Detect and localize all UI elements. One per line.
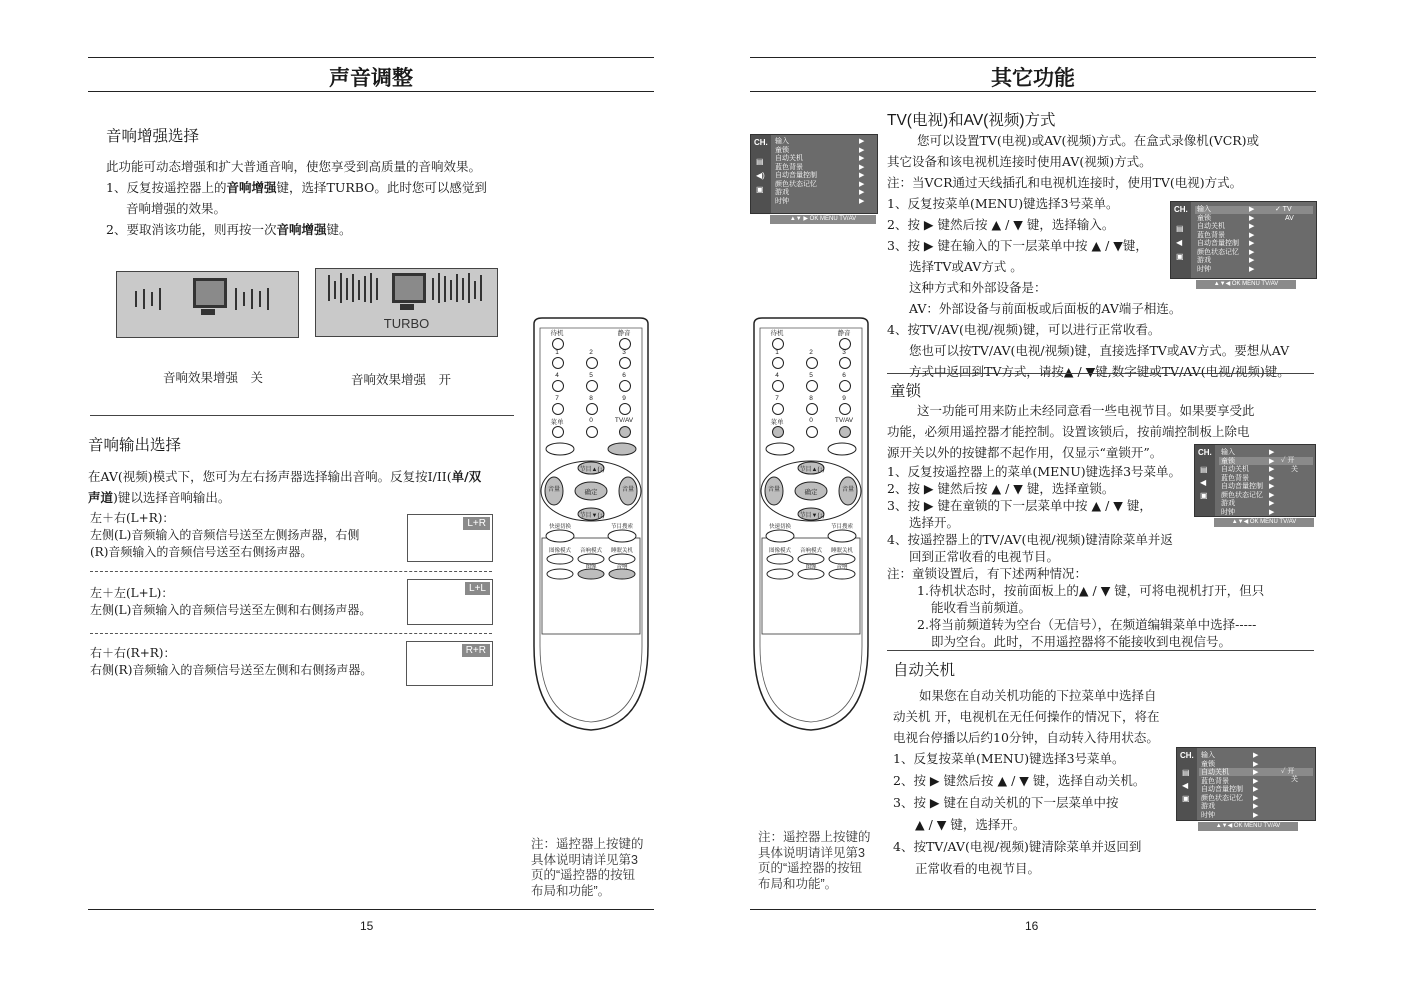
output-box-ll: L+L (407, 579, 493, 625)
sound-panel-off (116, 271, 299, 338)
lock-body: 这一功能可用来防止未经同意看一些电视节目。如果要享受此 功能，必须用遥控器才能控制。设置该锁后，按前端控制板上除电 源开关以外的按键都不起作用，仅显示“童锁开”。 1、反复按遥控器上的菜单(MENU)键选择3号菜单。 2、按 ▶ 键然后按 ▲ / ▼ 键，选择童锁。 3、按 ▶ 键在童锁的下一层菜单中按 ▲ / ▼ 键， 选择开。 4、按遥控器上的TV/AV(电视/视频)键清除菜单并返 回到正常收看的电视节目。 注：童锁设置后，有下述两种情况： 1.待机状态时，按前面板上的▲ / ▼ 键，可将电视机打开，但只 能收看当前频道。 2.将当前频道转为空台（无信号），在频道编辑菜单中选择----- 即为空台。此时，不用遥控器将不能接收到电视信号。 (887, 403, 1265, 649)
option-rr: 右＋右(R+R)： 右侧(R)音频输入的音频信号送至左侧和右侧扬声器。 (90, 646, 373, 677)
page-number-left: 15 (360, 919, 374, 933)
page-title-left: 声音调整 (329, 65, 413, 90)
menu-panel-1: CH. ▤ ◀) ▣ 输入 童锁 自动关机 蓝色背景 自动音量控制 颜色状态记忆 游戏 时钟 ▶ ▶ ▶ ▶ ▶ ▶ ▶ ▶ (750, 134, 878, 214)
menu-footer-lock: ▲▼◀ OK MENU TV/AV (1214, 518, 1314, 527)
menu-footer-1: ▲▼ ▶ OK MENU TV/AV (770, 215, 876, 224)
sound-output-intro: 在AV(视频)模式下，您可为左右扬声器选择输出音响。反复按I/II(单/双 声道)键以选择音响输出。 (88, 469, 482, 505)
page-number-right: 16 (1025, 919, 1039, 933)
heading-lock: 童锁 (890, 383, 922, 400)
menu-footer-tvav: ▲▼◀ OK MENU TV/AV (1196, 280, 1296, 289)
sound-panel-turbo (315, 268, 498, 337)
menu-panel-autooff: CH. ▤ ◀ ▣ 输入 童锁 自动关机 蓝色背景 自动音量控制 颜色状态记忆 游戏 时钟 ▶ ▶ ▶ ▶ ▶ ▶ ▶ ▶ ✓ 开 关 (1176, 747, 1316, 821)
note-left: 注：遥控器上按键的 具体说明请详见第3 页的“遥控器的按钮 布局和功能”。 (531, 837, 644, 898)
heading-tvav: TV(电视)和AV(视频)方式 (887, 112, 1056, 129)
option-ll: 左＋左(L+L)： 左侧(L)音频输入的音频信号送至左侧和右侧扬声器。 (90, 586, 372, 617)
heading-sound-output: 音响输出选择 (88, 437, 182, 454)
remote-control-right: 待机 静音 1 2 3 4 5 6 7 8 9 菜单 0 TV/AV 节目▲(↕) 确定 节目▼(↕) 音量 音量 快速切换 节目搜索 图像模式 音响模式 睡眠关机 图像 音响 (748, 316, 874, 733)
caption-off: 音响效果增强 关 (163, 371, 264, 385)
heading-autooff: 自动关机 (893, 662, 956, 679)
menu-panel-tvav: CH. ▤ ◀ ▣ 输入 童锁 自动关机 蓝色背景 自动音量控制 颜色状态记忆 游戏 时钟 ▶ ▶ ▶ ▶ ▶ ▶ ▶ ▶ ✓ TV AV (1170, 201, 1317, 279)
heading-sound-boost: 音响增强选择 (106, 128, 200, 145)
option-lr: 左＋右(L+R)： 左侧(L)音频输入的音频信号送至左侧扬声器，右侧 (R)音频输入的音频信号送至右侧扬声器。 (90, 511, 360, 559)
note-right: 注：遥控器上按键的 具体说明请详见第3 页的“遥控器的按钮 布局和功能”。 (758, 830, 871, 891)
turbo-label: TURBO (383, 316, 430, 331)
menu-panel-lock: CH. ▤ ◀ ▣ 输入 童锁 自动关机 蓝色背景 自动音量控制 颜色状态记忆 游戏 时钟 ▶ ▶ ▶ ▶ ▶ ▶ ▶ ▶ ✓ 开 关 (1194, 444, 1316, 517)
menu-footer-autooff: ▲▼◀ OK MENU TV/AV (1198, 822, 1298, 831)
output-box-lr: L+R (407, 514, 493, 562)
output-box-rr: R+R (406, 641, 493, 686)
autooff-body: 如果您在自动关机功能的下拉菜单中选择自 动关机 开，电视机在无任何操作的情况下，将在 电视台停播以后约10分钟，自动转入待用状态。 1、反复按菜单(MENU)键选择3号菜单。 2、按 ▶ 键然后按 ▲ / ▼ 键，选择自动关机。 3、按 ▶ 键在自动关机的下一层菜单中按 ▲ / ▼ 键，选择开。 4、按TV/AV(电视/视频)键清除菜单并返回到 正常收看的电视节目。 (893, 688, 1160, 876)
tvav-body: 您可以设置TV(电视)或AV(视频)方式。在盒式录像机(VCR)或 其它设备和该电视机连接时使用AV(视频)方式。 注：当VCR通过天线插孔和电视机连接时，使用TV(电视)方式。 1、反复按菜单(MENU)键选择3号菜单。 2、按 ▶ 键然后按 ▲ / ▼ 键，选择输入。 3、按 ▶ 键在输入的下一层菜单中按 ▲ / ▼键， 选择TV或AV方式 。 这种方式和外部设备是： AV：外部设备与前面板或后面板的AV端子相连。 4、按TV/AV(电视/视频)键，可以进行正常收看。 您也可以按TV/AV(电视/视频)键，直接选择TV或AV方式。要想从AV 方式中返回到TV方式，请按▲ / ▼键,数字键或TV/AV(电视/视频)键。 (887, 133, 1290, 379)
page-title-right: 其它功能 (991, 65, 1075, 90)
caption-on: 音响效果增强 开 (351, 373, 452, 387)
remote-control-left: 待机 静音 1 2 3 4 5 6 7 8 9 菜单 0 TV/AV 节目▲(↕) 确定 节目▼(↕) 音量 音量 快速切换 节目搜索 图像模式 音响模式 睡眠关机 图像 音响 (528, 316, 654, 733)
sound-boost-body: 此功能可动态增强和扩大普通音响，使您享受到高质量的音响效果。 1、反复按遥控器上的音响增强键，选择TURBO。此时您可以感觉到 音响增强的效果。 2、要取消该功能，则再按一次音响增强键。 (106, 159, 487, 237)
